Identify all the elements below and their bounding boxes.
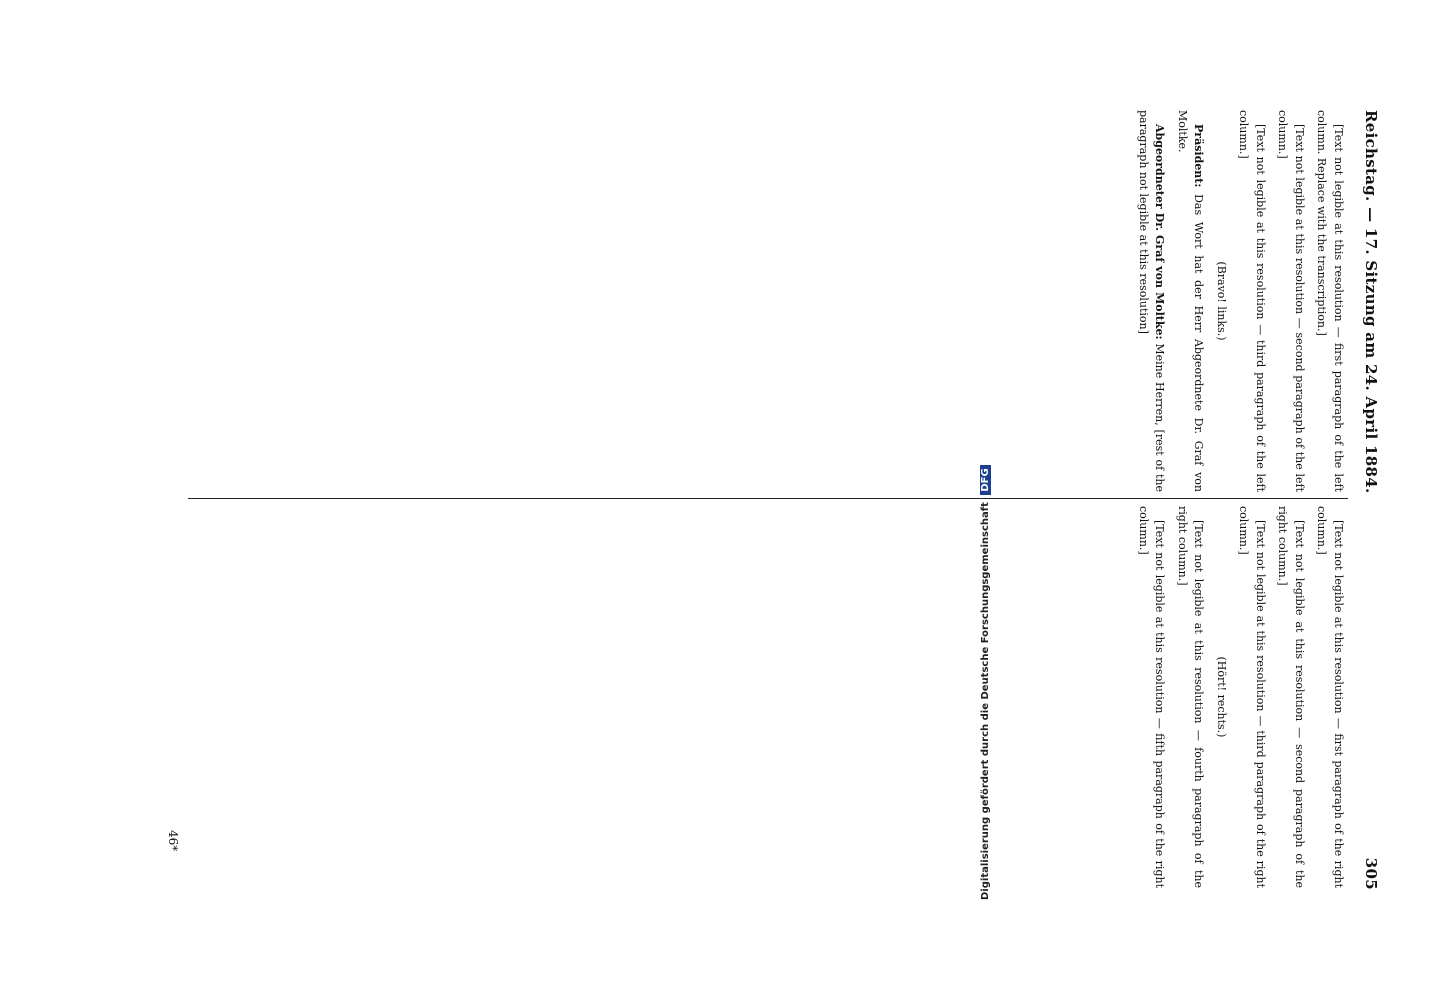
paragraph (1235, 110, 1268, 492)
paragraph (1274, 506, 1307, 888)
stage-remark (1213, 506, 1230, 888)
paragraph-text: Meine Herren, [rest of the paragraph not legible at this resolution] (1137, 110, 1167, 492)
paragraph-text: [Text not legible at this resolution — first paragraph of the right column.] (1315, 506, 1345, 888)
paragraph-text: (Hört! rechts.) (1215, 656, 1228, 738)
speaker-name: Präsident: (1192, 124, 1206, 188)
paragraph-text: [Text not legible at this resolution — second paragraph of the right column.] (1276, 506, 1306, 888)
paragraph-text: [Text not legible at this resolution — fifth paragraph of the right column.] (1137, 506, 1167, 888)
column-divider (188, 498, 1348, 499)
credit-text: Digitalisierung gefördert durch die Deutsche Forschungsgemeinschaft (980, 502, 991, 900)
dfg-logo: DFG (980, 465, 991, 494)
paragraph-text: Das Wort hat der Herr Abgeordnete Dr. Graf von Moltke. (1176, 110, 1206, 492)
paragraph-text: [Text not legible at this resolution — third paragraph of the left column.] (1237, 110, 1267, 492)
paragraph (1135, 506, 1168, 888)
paragraph-text: (Bravo! links.) (1215, 261, 1228, 341)
paragraph-text: [Text not legible at this resolution — third paragraph of the right column.] (1237, 506, 1267, 888)
paragraph-text: [Text not legible at this resolution — fourth paragraph of the right column.] (1176, 506, 1206, 888)
paragraph-text: [Text not legible at this resolution — first paragraph of the left column. Replace with the transcription.] (1315, 110, 1345, 492)
paragraph (1235, 506, 1268, 888)
page-number: 305 (1362, 857, 1380, 890)
running-header (1358, 110, 1380, 890)
paragraph (1313, 506, 1346, 888)
signature-mark: 46* (166, 830, 180, 852)
paragraph (1174, 506, 1207, 888)
header-title: Reichstag. — 17. Sitzung am 24. April 1884. (1362, 110, 1380, 494)
stage-remark (1213, 110, 1230, 492)
speech-paragraph (1135, 110, 1168, 492)
speaker-name: Abgeordneter Dr. Graf von Moltke: (1153, 124, 1167, 340)
right-column (116, 506, 1346, 888)
speech-paragraph (1174, 110, 1207, 492)
paragraph (1274, 110, 1307, 492)
digitization-credit (980, 465, 991, 900)
paragraph (1313, 110, 1346, 492)
paragraph-text: [Text not legible at this resolution — second paragraph of the left column.] (1276, 110, 1306, 492)
left-column (116, 110, 1346, 492)
